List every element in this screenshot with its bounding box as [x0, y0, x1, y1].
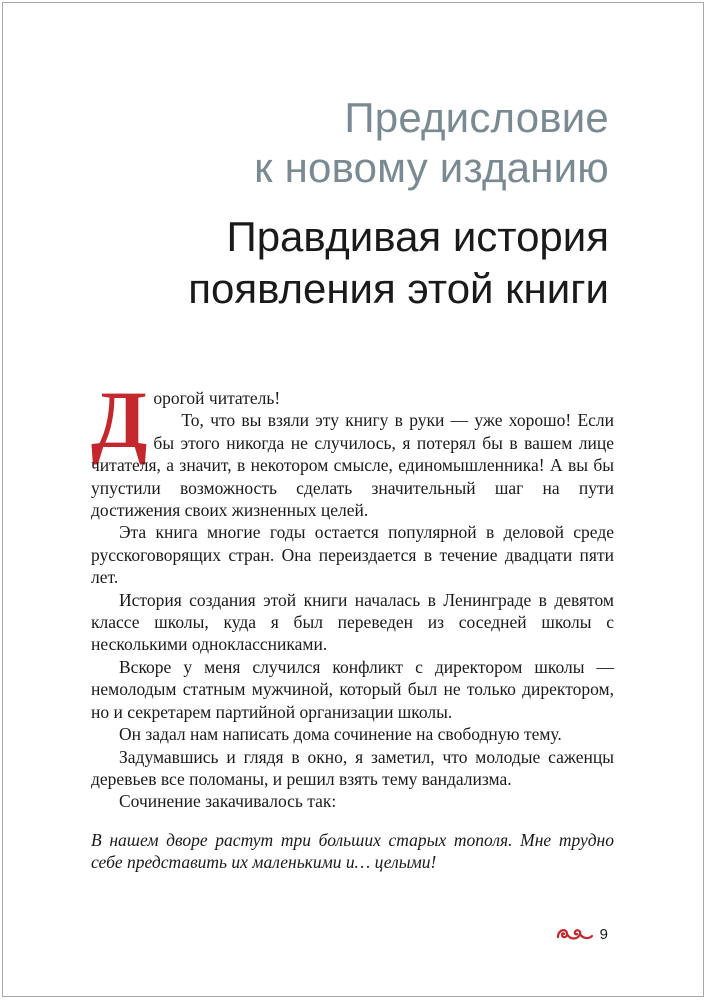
page-footer — [556, 924, 608, 944]
book-page — [2, 2, 704, 997]
paragraph: Задумавшись и глядя в окно, я заметил, что молодые саженцы деревьев все поломаны, и решил взять тему вандализма. — [91, 746, 614, 789]
drop-cap: Д — [91, 374, 148, 465]
paragraph: Сочинение закачивалось так: — [119, 791, 337, 812]
paragraph: То, что вы взяли эту книгу в руки — уже хорошо! Если бы этого никогда не случилось, я потерял бы в вашем лице читателя, а значит, в некотором смысле, единомышленника! А вы бы упустили возможность сделать значительный шаг на пути достижения своих жизненных целей. — [91, 410, 614, 521]
paragraph: История создания этой книги началась в Ленинграде в девятом классе школы, куда я был переведен из соседней школы с несколькими одноклассниками. — [91, 589, 614, 655]
swirl-ornament-icon — [556, 924, 594, 944]
paragraph: Вскоре у меня случился конфликт с директором школы — немолодым статным мужчиной, который был не только директором, но и секретарем партийной организации школы. — [91, 656, 614, 722]
chapter-title-line-1: Правдивая история — [226, 213, 609, 260]
paragraph: Он задал нам написать дома сочинение на свободную тему. — [119, 724, 562, 745]
greeting-text: орогой читатель! — [153, 388, 281, 408]
paragraph: Эта книга многие годы остается популярной в деловой среде русскоговорящих стран. Она переиздается в течение двадцати пяти лет. — [91, 522, 614, 588]
chapter-title — [188, 211, 609, 315]
chapter-subtitle-line-2: к новому изданию — [254, 144, 609, 191]
chapter-subtitle-line-1: Предисловие — [344, 94, 609, 141]
chapter-title-line-2: появления этой книги — [188, 265, 609, 312]
body-text — [91, 374, 614, 874]
page-number: 9 — [599, 925, 608, 943]
paragraph-greeting — [91, 374, 614, 465]
essay-quote: В нашем дворе растут три больших старых тополя. Мне трудно себе представить их маленькими и… целыми! — [91, 829, 614, 873]
chapter-heading — [188, 93, 609, 315]
